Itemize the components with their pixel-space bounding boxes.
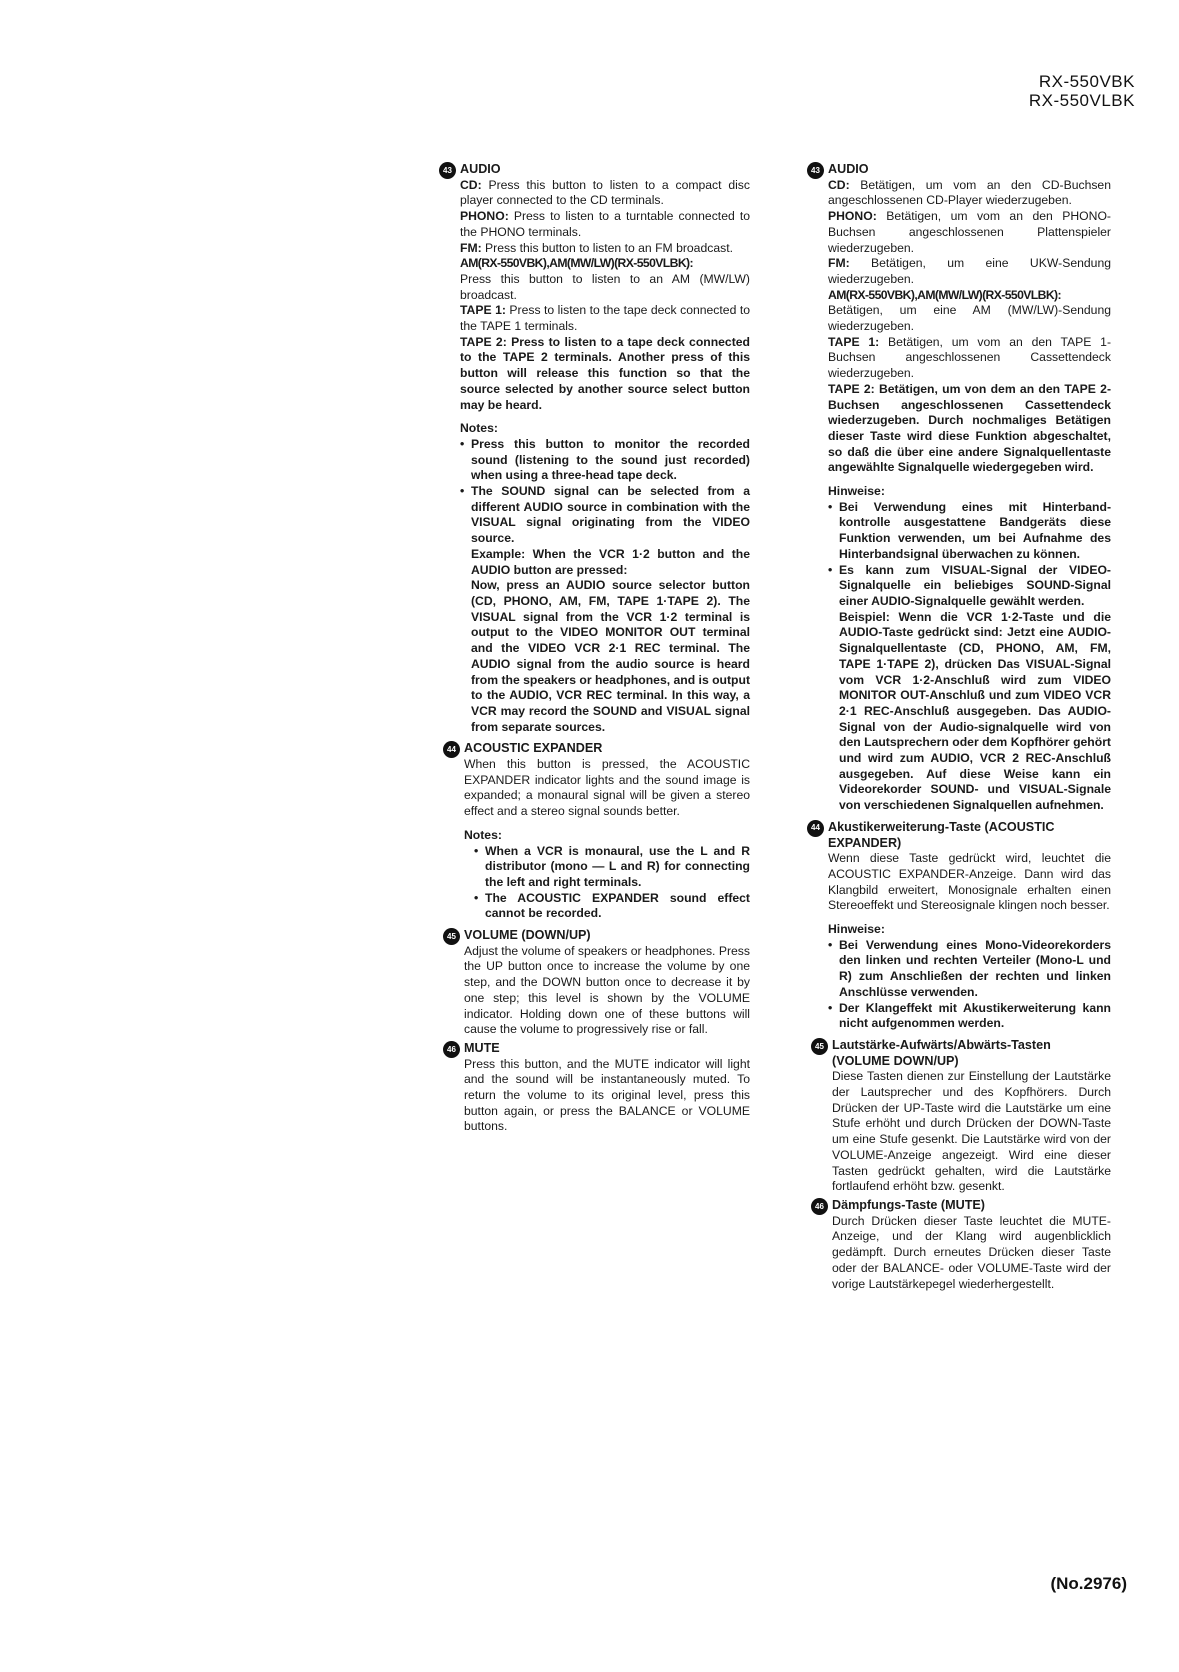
section-audio-en [443, 162, 751, 735]
section-title: ACOUSTIC EXPANDER [464, 741, 603, 756]
cd-description: CD: Betätigen, um vom an den CD-Buchsen angeschlossenen CD-Player wiederzugeben. [828, 177, 1111, 208]
phono-description: PHONO: Press to listen to a turntable connected to the PHONO terminals. [460, 209, 751, 239]
section-mute-de [815, 1198, 1111, 1292]
notes-title: Hinweise: [828, 922, 885, 937]
section-text: Adjust the volume of speakers or headphones. Press the UP button once to increase the volume by one step, and the DOWN button once to decrease it by one step; this level is shown by the VOLUME indicator. Holding down one of these buttons will cause the volume to progressively rise or fall. [464, 943, 750, 1037]
tape2-description: TAPE 2: Press to listen to a tape deck connected to the TAPE 2 terminals. Another press of this button will release this function so that the source selected by another source select button may be heard. [460, 334, 750, 412]
section-text: Durch Drücken dieser Taste leuchtet die MUTE-Anzeige, und der Klang wird augenblicklich gedämpft. Durch erneutes Drücken dieser Taste oder der BALANCE- oder VOLUME-Taste wird der vorige Lautstärkepegel wiederhergestellt. [832, 1213, 1111, 1291]
section-title: AUDIO [460, 162, 501, 176]
section-number-badge: 44 [443, 741, 460, 758]
section-title: MUTE [464, 1040, 500, 1055]
note-item: • Press this button to monitor the recorded sound (listening to the sound just recorded) when using a three-head tape deck. [460, 437, 750, 484]
note-item: • The ACOUSTIC EXPANDER sound effect cannot be recorded. [474, 891, 750, 922]
section-text: Diese Tasten dienen zur Einstellung der Lautstärke der Lautsprecher und des Kopfhörers. Durch Drücken der UP-Taste wird die Lautstärke um eine Stufe erhöht und durch Drücken der DOWN-Taste um eine Stufe gesenkt. Die Lautstärke wird von der VOLUME-Anzeige angezeigt. Wird eine dieser Tasten gedrückt gehalten, wird die Lautstärke fortlaufend erhöht bzw. gesenkt. [832, 1069, 1111, 1194]
notes-list [828, 938, 1111, 1032]
model-number-line1: RX-550VBK [1038, 72, 1135, 91]
tape1-description: TAPE 1: Press to listen to the tape deck connected to the TAPE 1 terminals. [460, 303, 750, 334]
model-number-line2: RX-550VLBK [1028, 91, 1135, 110]
section-acoustic-expander-de [811, 819, 1111, 1032]
section-number-badge: 43 [439, 162, 456, 179]
section-number-badge: 43 [807, 162, 824, 179]
section-number-badge: 46 [811, 1198, 828, 1215]
notes-title: Notes: [464, 827, 502, 842]
phono-description: PHONO: Betätigen, um vom an den PHONO-Buchsen angeschlossenen Plattenspieler wiederzugeben. [828, 209, 1111, 255]
notes-list [464, 844, 750, 923]
section-volume-de [815, 1037, 1111, 1195]
note-item: • Der Klangeffekt mit Akustikerweiterung kann nicht aufgenommen werden. [828, 1001, 1111, 1032]
tape1-description: TAPE 1: Betätigen, um vom an den TAPE 1-Buchsen angeschlossenen Cassettendeck wiederzugeben. [828, 334, 1112, 381]
section-title: Akustikerweiterung-Taste (ACOUSTIC EXPANDER) [828, 819, 1055, 850]
section-text: Wenn diese Taste gedrückt wird, leuchtet die ACOUSTIC EXPANDER-Anzeige. Dann wird das Klangbild erweitert, Monosignale erhalten einen Stereoeffekt und Stereosignale klingen noch besser. [828, 851, 1111, 913]
note-item: • Es kann zum VISUAL-Signal der VIDEO-Signalquelle ein beliebiges SOUND-Signal einer AUDIO-Signalquelle gewählt werden. Beispiel: Wenn die VCR 1·2-Taste und die AUDIO-Taste gedrückt sind: Jetzt eine AUDIO-Signalquellentaste (CD, PHONO, AM, FM, TAPE 1·TAPE 2), drücken Das VISUAL-Signal vom VCR 1·2-Anschluß wird zum VIDEO MONITOR OUT-Anschluß und zum VIDEO VCR 2·1 REC-Anschluß ausgegeben. Das AUDIO-Signal von der Audio-signalquelle wird von den Lautsprechern oder dem Kopfhörer gehört und wird zum AUDIO, VCR 2 REC-Anschluß ausgegeben. Auf diese Weise kann ein Videorekorder SOUND- und VISUAL-Signale von verschiedenen Signalquellen aufnehmen. [828, 563, 1111, 814]
fm-description: FM: Press this button to listen to an FM broadcast. [460, 240, 733, 255]
tape2-description: TAPE 2: Betätigen, um von dem an den TAPE 2-Buchsen angeschlossenen Cassettendeck wiederzugeben. Durch nochmaliges Betätigen dieser Taste wird diese Funktion abgeschaltet, so daß die über eine andere Signalquellentaste angewählte Signalquelle wiedergegeben wird. [828, 381, 1112, 475]
page-number: (No.2976) [1050, 1574, 1127, 1593]
german-column [811, 162, 1112, 1295]
am-description: AM(RX-550VBK),AM(MW/LW)(RX-550VLBK): Betätigen, um eine AM (MW/LW)-Sendung wiederzugeben. [828, 287, 1111, 334]
section-volume-en [447, 928, 750, 1038]
section-title: VOLUME (DOWN/UP) [464, 928, 591, 943]
note-item: • Bei Verwendung eines Mono-Videorekorders den linken und rechten Verteiler (Mono-L und R) zum Anschließen der rechten und linken Anschlüsse verwenden. [828, 938, 1111, 1001]
section-title: AUDIO [828, 162, 869, 176]
section-mute-en [447, 1040, 750, 1135]
section-number-badge: 45 [443, 928, 460, 945]
section-title: Dämpfungs-Taste (MUTE) [832, 1198, 985, 1212]
cd-description: CD: Press this button to listen to a compact disc player connected to the CD terminals. [460, 177, 750, 208]
model-number [1029, 72, 1135, 110]
notes-list [828, 500, 1111, 814]
section-acoustic-expander-en [447, 741, 750, 922]
note-item: • The SOUND signal can be selected from a different AUDIO source in combination with the VISUAL signal originating from the VIDEO source. Example: When the VCR 1·2 button and the AUDIO button are pressed: Now, press an AUDIO source selector button (CD, PHONO, AM, FM, TAPE 1·TAPE 2). The VISUAL signal from the VCR 1·2 terminal is output to the VIDEO MONITOR OUT terminal and the VIDEO VCR 2·1 REC terminal. The AUDIO signal from the audio source is heard from the speakers or headphones, and is output to the AUDIO, VCR REC terminal. In this way, a VCR may record the SOUND and VISUAL signal from separate sources. [460, 484, 750, 735]
note-item: • Bei Verwendung eines mit Hinterband-kontrolle ausgestattene Bandgeräts diese Funktion verwenden, um bei Aufnahme des Hinterbandsignal überwachen zu können. [828, 500, 1111, 563]
section-number-badge: 45 [811, 1038, 828, 1055]
note-item: • When a VCR is monaural, use the L and R distributor (mono — L and R) for connecting the left and right terminals. [474, 844, 750, 891]
section-number-badge: 46 [443, 1041, 460, 1058]
notes-list [460, 437, 750, 735]
section-text: Press this button, and the MUTE indicator will light and the sound will be instantaneously muted. To return the volume to its original level, press this button again, or press the BALANCE or VOLUME buttons. [464, 1056, 750, 1134]
section-text: When this button is pressed, the ACOUSTIC EXPANDER indicator lights and the sound image is expanded; a monaural signal will be given a stereo effect and a stereo signal sounds better. [464, 757, 750, 819]
section-audio-de [811, 162, 1112, 814]
notes-title: Hinweise: [828, 484, 885, 499]
english-column [443, 162, 751, 1138]
fm-description: FM: Betätigen, um eine UKW-Sendung wiederzugeben. [828, 256, 1111, 286]
notes-title: Notes: [460, 421, 498, 436]
section-number-badge: 44 [807, 820, 824, 837]
section-title: Lautstärke-Aufwärts/Abwärts-Tasten (VOLUME DOWN/UP) [832, 1037, 1051, 1068]
am-description: AM(RX-550VBK),AM(MW/LW)(RX-550VLBK): Press this button to listen to an AM (MW/LW) broadcast. [460, 256, 750, 302]
